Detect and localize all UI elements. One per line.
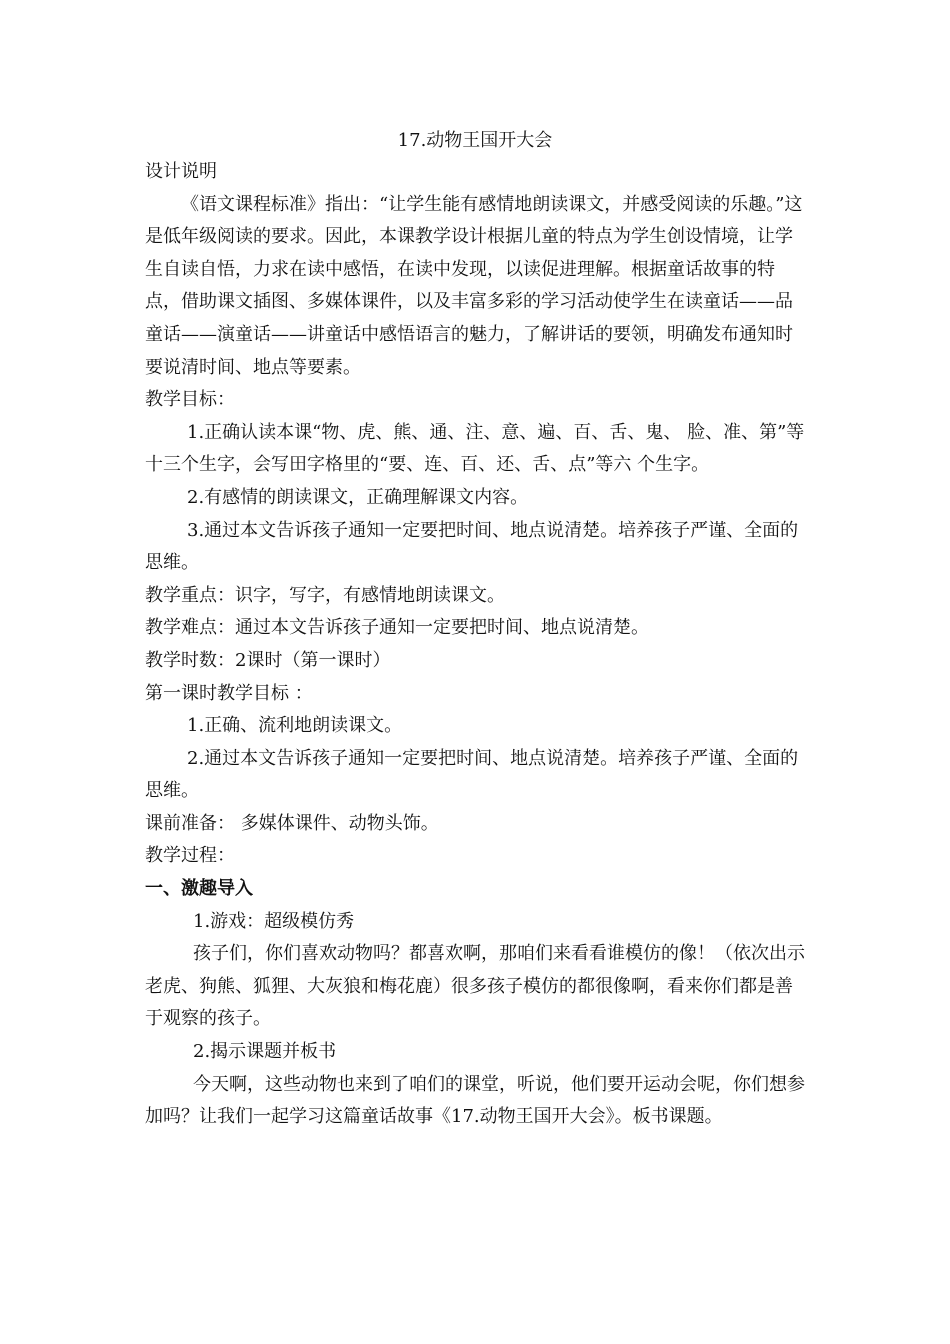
teaching-hours: 教学时数：2课时（第一课时） xyxy=(145,649,391,671)
lesson1-objective-item-1: 1.正确、流利地朗读课文。 xyxy=(187,715,403,737)
section-heading-lesson1-objectives: 第一课时教学目标 ： xyxy=(145,682,313,704)
document-body xyxy=(145,156,805,1134)
step-item-game: 1.游戏：超级模仿秀 xyxy=(193,910,355,932)
objective-item-1: 1.正确认读本课“物、虎、熊、通、注、意、遍、百、舌、鬼、 脸、准、第”等十三个生字，会写田字格里的“要、连、百、还、舌、点”等六 个生字。 xyxy=(145,421,805,476)
teaching-key-points: 教学重点：识字，写字，有感情地朗读课文。 xyxy=(145,584,505,606)
section-heading-design: 设计说明 xyxy=(145,161,217,182)
teaching-difficulties: 教学难点：通过本文告诉孩子通知一定要把时间、地点说清楚。 xyxy=(145,617,649,639)
section-heading-objectives: 教学目标： xyxy=(145,389,235,411)
objective-item-3: 3.通过本文告诉孩子通知一定要把时间、地点说清楚。培养孩子严谨、全面的思维。 xyxy=(145,519,799,574)
lesson1-objective-item-2: 2.通过本文告诉孩子通知一定要把时间、地点说清楚。培养孩子严谨、全面的思维。 xyxy=(145,747,799,802)
objective-item-2: 2.有感情的朗读课文，正确理解课文内容。 xyxy=(187,486,529,508)
paragraph-game-description: 孩子们，你们喜欢动物吗？都喜欢啊，那咱们来看看谁模仿的像！（依次出示老虎、狗熊、狐狸、大灰狼和梅花鹿）很多孩子模仿的都很像啊，看来你们都是善于观察的孩子。 xyxy=(145,943,805,1030)
preparation: 课前准备： 多媒体课件、动物头饰。 xyxy=(145,812,439,834)
paragraph-topic-description: 今天啊，这些动物也来到了咱们的课堂，听说，他们要开运动会呢，你们想参加吗？让我们一起学习这篇童话故事《17.动物王国开大会》。板书课题。 xyxy=(145,1073,805,1128)
section-heading-process: 教学过程： xyxy=(145,845,235,867)
paragraph-design-description: 《语文课程标准》指出：“让学生能有感情地朗读课文，并感受阅读的乐趣。”这是低年级阅读的要求。因此，本课教学设计根据儿童的特点为学生创设情境，让学生自读自悟，力求在读中感悟，在读中发现，以读促进理解。根据童话故事的特点，借助课文插图、多媒体课件，以及丰富多彩的学习活动使学生在读童话——品童话——演童话——讲童话中感悟语言的魅力，了解讲话的要领，明确发布通知时要说清时间、地点等要素。 xyxy=(145,193,803,378)
step-heading-intro: 一、激趣导入 xyxy=(145,878,253,900)
step-item-reveal-topic: 2.揭示课题并板书 xyxy=(193,1041,337,1063)
document-title: 17.动物王国开大会 xyxy=(397,130,553,151)
